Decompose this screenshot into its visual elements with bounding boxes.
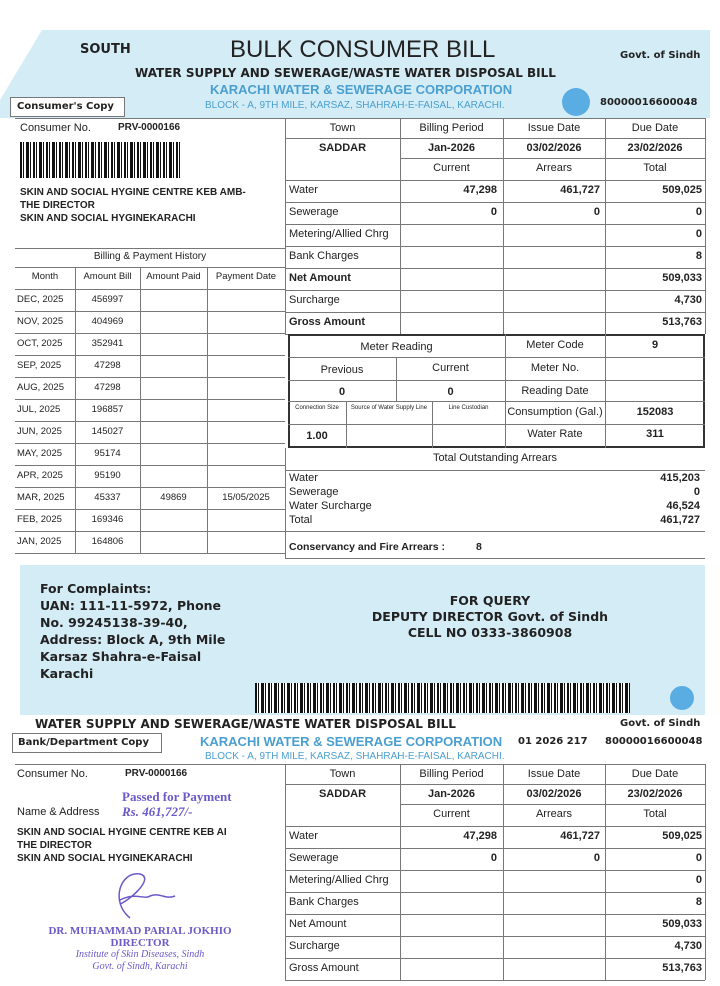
charge-current: 47,298 [463,184,497,196]
bill-title: BULK CONSUMER BILL [230,36,496,63]
divider [503,118,504,334]
charge-total: 513,763 [662,962,702,974]
charge-label: Gross Amount [289,962,359,974]
complaints-line: Karsaz Shahra-e-Faisal [40,649,202,664]
divider [15,465,285,466]
divider [400,158,705,159]
conservancy-label: Conservancy and Fire Arrears : [289,541,446,553]
consumer-no-label: Consumer No. [20,122,91,134]
history-amount: 404969 [91,316,124,327]
divider [15,248,285,249]
corp-address: BLOCK - A, 9TH MILE, KARSAZ, SHAHRAH-E-FAISAL, KARACHI. [205,100,505,111]
history-month: AUG, 2025 [17,382,64,393]
charge-total: 509,033 [662,272,702,284]
signature [100,866,180,922]
history-amount: 47298 [94,382,121,393]
charge-current: 0 [490,206,497,218]
name-address-label: Name & Address [17,806,100,818]
bottom-copy-label: Bank/Department Copy [12,733,162,753]
divider [400,764,401,980]
divider [432,401,433,448]
value-2: 03/02/2026 [526,788,582,800]
consumption: 152083 [636,406,674,418]
stamp-line: DIRECTOR [110,937,170,949]
consumption-label: Consumption (Gal.) [507,406,603,418]
charge-total: 8 [695,250,702,262]
divider [75,267,76,553]
complaints-line: Karachi [40,666,94,681]
history-head-0: Month [31,271,59,282]
history-month: DEC, 2025 [17,294,64,305]
payment-barcode [255,683,630,713]
history-month: JUN, 2025 [17,426,62,437]
complaints-line: No. 99245138-39-40, [40,615,188,630]
divider [15,443,285,444]
stamp-line: Institute of Skin Diseases, Sindh [75,949,205,960]
history-amount: 95190 [94,470,121,481]
govt-label: Govt. of Sindh [620,50,701,61]
connection-size: 1.00 [306,430,328,442]
divider [288,380,705,381]
charge-total: 509,025 [662,830,702,842]
divider [288,357,705,358]
divider [605,118,606,334]
complaints-info [40,580,225,682]
divider [503,764,504,980]
divider [705,118,706,334]
meter-code-label: Meter Code [526,339,584,351]
arrears-label: Sewerage [289,486,339,498]
history-amount: 352941 [91,338,124,349]
charge-total: 0 [695,206,702,218]
bottom-consumer-no: PRV-0000166 [125,768,188,779]
charge-total: 4,730 [674,940,702,952]
divider [15,553,285,554]
charge-label: Bank Charges [289,896,359,908]
value-1: Jan-2026 [427,788,476,800]
divider [140,267,141,553]
history-amount: 456997 [91,294,124,305]
divider [285,268,705,269]
arrears-title: Total Outstanding Arrears [432,452,558,464]
history-head-2: Amount Paid [146,271,201,282]
history-month: MAY, 2025 [17,448,63,459]
director-stamp [40,925,240,973]
charge-label: Water [289,830,318,842]
value-2: 03/02/2026 [526,142,582,154]
divider [15,267,285,268]
value-0: SADDAR [318,788,367,800]
consumer-no: PRV-0000166 [118,122,181,133]
history-month: FEB, 2025 [17,514,62,525]
history-month: NOV, 2025 [17,316,64,327]
history-month: JUL, 2025 [17,404,61,415]
charge-total: 8 [695,896,702,908]
bottom-subtitle: WATER SUPPLY AND SEWERAGE/WASTE WATER DISPOSAL BILL [35,717,456,731]
arrears-label: Water [289,472,318,484]
divider [15,118,705,119]
divider [285,558,705,559]
charge-total: 509,033 [662,918,702,930]
history-amount: 95174 [94,448,121,459]
col-1: Arrears [535,808,573,820]
divider [285,246,705,247]
name-line: THE DIRECTOR [17,840,92,851]
arrears-value: 46,524 [666,500,700,512]
charge-total: 0 [695,228,702,240]
bottom-account: 80000016600048 [605,736,703,747]
charge-label: Metering/Allied Chrg [289,228,389,240]
charge-arrears: 0 [593,852,600,864]
divider [15,487,285,488]
name-line: SKIN AND SOCIAL HYGINE CENTRE KEB AI [17,827,227,838]
divider [15,377,285,378]
history-month: SEP, 2025 [17,360,62,371]
divider [285,118,286,334]
divider [400,804,705,805]
complaints-line: UAN: 111-11-5972, Phone [40,598,222,613]
divider [285,180,705,181]
divider [15,399,285,400]
divider [285,764,286,980]
custodian-label: Line Custodian [448,405,489,411]
arrears-value: 415,203 [660,472,700,484]
consumer-name [20,186,246,225]
divider [285,784,705,785]
charge-current: 47,298 [463,830,497,842]
divider [285,870,705,871]
divider [288,401,705,402]
passed-stamp [122,789,232,819]
history-amount: 196857 [91,404,124,415]
meter-reading-label: Meter Reading [360,341,433,353]
divider [285,138,705,139]
source-label: Source of Water Supply Line [350,405,428,411]
charge-label: Surcharge [289,294,340,306]
history-month: JAN, 2025 [17,536,62,547]
region-label: SOUTH [80,42,131,57]
charge-label: Net Amount [289,272,351,284]
stamp-text: Passed for Payment [122,789,232,804]
bottom-corp: KARACHI WATER & SEWERAGE CORPORATION [200,734,503,749]
history-date: 15/05/2025 [222,492,270,503]
header-2: Issue Date [527,768,581,780]
divider [15,531,285,532]
divider [285,980,705,981]
meter-code: 9 [651,339,659,351]
history-amount: 145027 [91,426,124,437]
charge-arrears: 461,727 [560,830,600,842]
divider [285,202,705,203]
history-month: APR, 2025 [17,470,63,481]
charge-current: 0 [490,852,497,864]
divider [285,312,705,313]
stamp-amount: Rs. 461,727/- [122,804,193,819]
col-0: Current [433,162,470,174]
charge-arrears: 0 [593,206,600,218]
divider [346,401,347,448]
name-line: SKIN AND SOCIAL HYGINE CENTRE KEB AMB- [20,187,246,198]
divider [505,334,506,448]
history-month: OCT, 2025 [17,338,63,349]
history-amount: 164806 [91,536,124,547]
arrears-value: 0 [693,486,700,498]
bottom-seal [670,686,694,710]
current-value: 0 [447,386,454,398]
history-title: Billing & Payment History [93,251,207,262]
name-line: SKIN AND SOCIAL HYGINEKARACHI [17,853,193,864]
value-3: 23/02/2026 [627,788,683,800]
previous-value: 0 [338,386,346,398]
divider [285,936,705,937]
divider [285,290,705,291]
charge-label: Water [289,184,318,196]
arrears-value: 461,727 [660,514,700,526]
current-label: Current [432,362,469,374]
divider [15,509,285,510]
bottom-govt: Govt. of Sindh [620,718,701,729]
header-0: Town [329,122,356,134]
divider [705,764,706,980]
divider [285,826,705,827]
history-amount: 169346 [91,514,124,525]
header-1: Billing Period [419,768,484,780]
connection-size-label: Connection Size [295,405,339,411]
meter-no-label: Meter No. [530,362,580,374]
value-1: Jan-2026 [427,142,476,154]
charge-label: Surcharge [289,940,340,952]
header-3: Due Date [631,768,679,780]
divider [605,334,606,448]
divider [396,357,397,401]
query-line: CELL NO 0333-3860908 [407,625,573,640]
bottom-consumer-name [17,826,227,865]
header-3: Due Date [631,122,679,134]
complaints-line: Address: Block A, 9th Mile [40,632,226,647]
query-line: DEPUTY DIRECTOR Govt. of Sindh [371,609,609,624]
history-amount: 45337 [94,492,121,503]
divider [605,764,606,980]
divider [15,355,285,356]
header-0: Town [329,768,356,780]
copy-label: Consumer's Copy [10,97,125,117]
value-0: SADDAR [318,142,367,154]
history-amount: 47298 [94,360,121,371]
divider [285,892,705,893]
charge-label: Sewerage [289,852,339,864]
complaints-line: For Complaints: [40,581,152,596]
charge-label: Gross Amount [289,316,365,328]
arrears-label: Water Surcharge [289,500,372,512]
divider [285,448,286,558]
divider [15,764,705,765]
kwsc-seal [562,88,590,116]
charge-label: Metering/Allied Chrg [289,874,389,886]
col-2: Total [643,162,667,174]
charge-total: 0 [695,852,702,864]
divider [15,333,285,334]
charge-label: Sewerage [289,206,339,218]
col-0: Current [433,808,470,820]
divider [207,267,208,553]
history-paid: 49869 [160,492,187,503]
divider [15,289,285,290]
charge-label: Net Amount [289,918,347,930]
corp-name: KARACHI WATER & SEWERAGE CORPORATION [210,82,513,97]
stamp-line: Govt. of Sindh, Karachi [92,961,188,972]
header-1: Billing Period [419,122,484,134]
bottom-code: 01 2026 217 [518,736,588,747]
divider [285,470,705,471]
divider [288,424,705,425]
divider [285,224,705,225]
divider [285,531,705,532]
col-2: Total [643,808,667,820]
bottom-address: BLOCK - A, 9TH MILE, KARSAZ, SHAHRAH-E-FAISAL, KARACHI. [205,751,505,762]
divider [285,958,705,959]
charge-total: 4,730 [674,294,702,306]
header-2: Issue Date [527,122,581,134]
divider [15,421,285,422]
arrears-label: Total [289,514,313,526]
water-rate-label: Water Rate [527,428,583,440]
divider [285,848,705,849]
divider [15,311,285,312]
conservancy-value: 8 [476,541,482,553]
water-rate: 311 [646,428,664,440]
barcode [20,142,180,178]
name-line: SKIN AND SOCIAL HYGINEKARACHI [20,213,196,224]
divider [285,914,705,915]
bill-subtitle: WATER SUPPLY AND SEWERAGE/WASTE WATER DISPOSAL BILL [135,66,556,80]
charge-arrears: 461,727 [560,184,600,196]
bottom-consumer-label: Consumer No. [17,768,88,780]
query-line: FOR QUERY [449,593,531,608]
charge-total: 509,025 [662,184,702,196]
name-line: THE DIRECTOR [20,200,95,211]
query-info [360,593,620,641]
history-month: MAR, 2025 [17,492,65,503]
history-head-3: Payment Date [215,271,277,282]
charge-total: 0 [695,874,702,886]
history-head-1: Amount Bill [83,271,132,282]
previous-label: Previous [320,364,364,376]
charge-label: Bank Charges [289,250,359,262]
charge-total: 513,763 [662,316,702,328]
reading-date-label: Reading Date [521,385,589,397]
divider [400,118,401,334]
stamp-line: DR. MUHAMMAD PARIAL JOKHIO [48,925,232,937]
col-1: Arrears [535,162,573,174]
account-number: 80000016600048 [600,97,698,108]
value-3: 23/02/2026 [627,142,683,154]
